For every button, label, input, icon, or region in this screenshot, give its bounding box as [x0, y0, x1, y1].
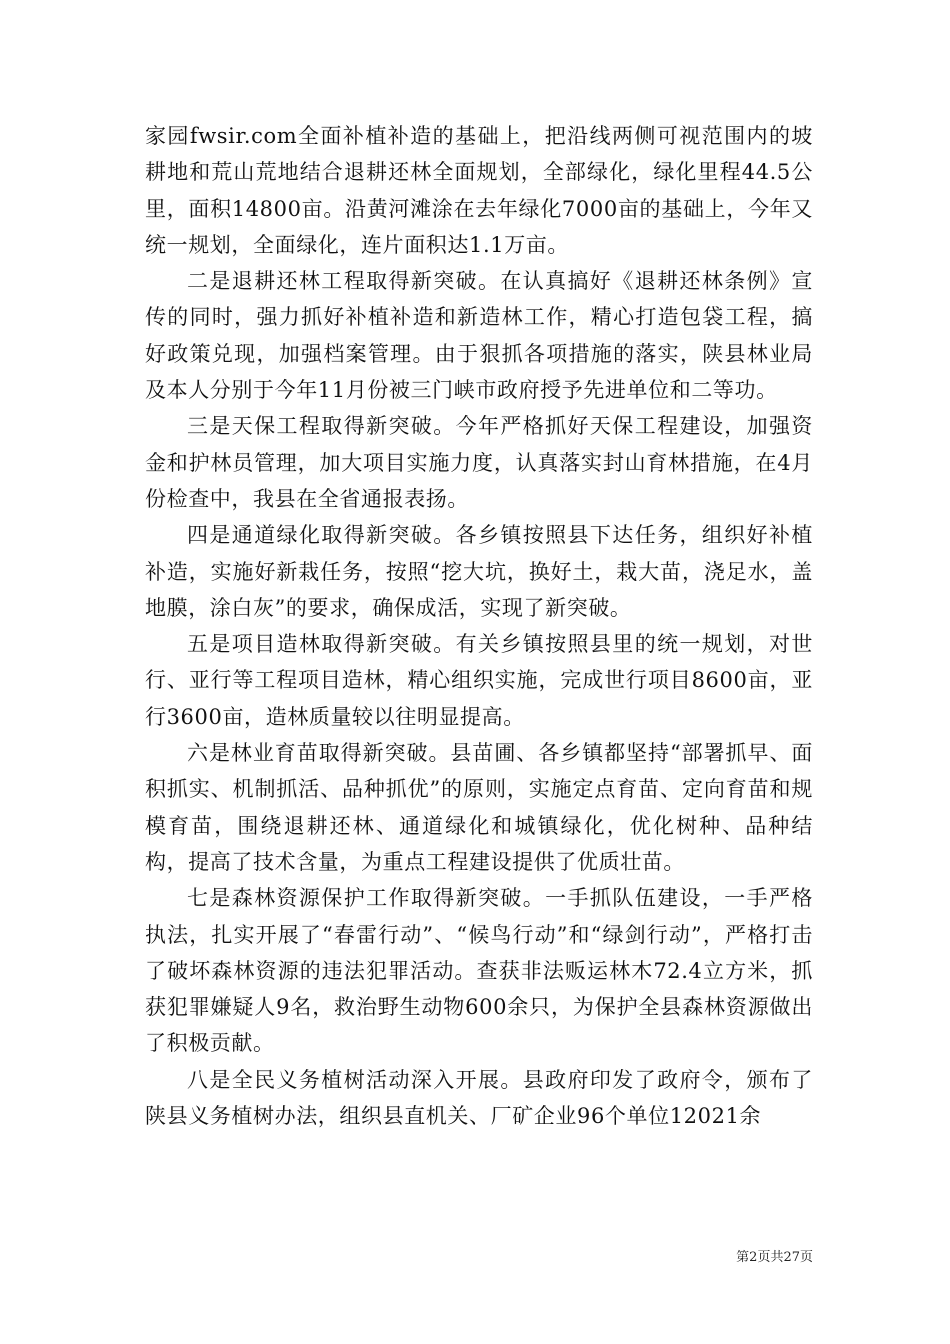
- paragraph-6-seedling-nursery: 六是林业育苗取得新突破。县苗圃、各乡镇都坚持“部署抓早、面积抓实、机制抓活、品种抓优”的原则，实施定点育苗、定向育苗和规模育苗，围绕退耕还林、通道绿化和城镇绿化，优化树种、品种结构，提高了技术含量，为重点工程建设提供了优质壮苗。: [145, 741, 813, 874]
- document-body: [145, 118, 813, 1134]
- paragraph-5-project-afforestation: 五是项目造林取得新突破。有关乡镇按照县里的统一规划，对世行、亚行等工程项目造林，精心组织实施，完成世行项目8600亩，亚行3600亩，造林质量较以往明显提高。: [145, 632, 813, 729]
- page-number: 第2页共27页: [736, 1250, 813, 1265]
- paragraph-continuation: 家园fwsir.com全面补植补造的基础上，把沿线两侧可视范围内的坡耕地和荒山荒地结合退耕还林全面规划，全部绿化，绿化里程44.5公里，面积14800亩。沿黄河滩涂在去年绿化7000亩的基础上，今年又统一规划，全面绿化，连片面积达1.1万亩。: [145, 124, 813, 257]
- paragraph-8-voluntary-tree-planting: 八是全民义务植树活动深入开展。县政府印发了政府令，颁布了陕县义务植树办法，组织县直机关、厂矿企业96个单位12021余: [145, 1067, 813, 1129]
- paragraph-4-road-greening: 四是通道绿化取得新突破。各乡镇按照县下达任务，组织好补植补造，实施好新栽任务，按照“挖大坑，换好土，栽大苗，浇足水，盖地膜，涂白灰”的要求，确保成活，实现了新突破。: [145, 523, 813, 620]
- paragraph-7-forest-protection: 七是森林资源保护工作取得新突破。一手抓队伍建设，一手严格执法，扎实开展了“春雷行动”、“候鸟行动”和“绿剑行动”，严格打击了破坏森林资源的违法犯罪活动。查获非法贩运林木72.4立方米，抓获犯罪嫌疑人9名，救治野生动物600余只，为保护全县森林资源做出了积极贡献。: [145, 886, 813, 1056]
- paragraph-2-returning-farmland: 二是退耕还林工程取得新突破。在认真搞好《退耕还林条例》宣传的同时，强力抓好补植补造和新造林工作，精心打造包袋工程，搞好政策兑现，加强档案管理。由于狠抓各项措施的落实，陕县林业局及本人分别于今年11月份被三门峡市政府授予先进单位和二等功。: [145, 269, 813, 403]
- paragraph-3-natural-forest-protection: 三是天保工程取得新突破。今年严格抓好天保工程建设，加强资金和护林员管理，加大项目实施力度，认真落实封山育林措施，在4月份检查中，我县在全省通报表扬。: [145, 414, 813, 511]
